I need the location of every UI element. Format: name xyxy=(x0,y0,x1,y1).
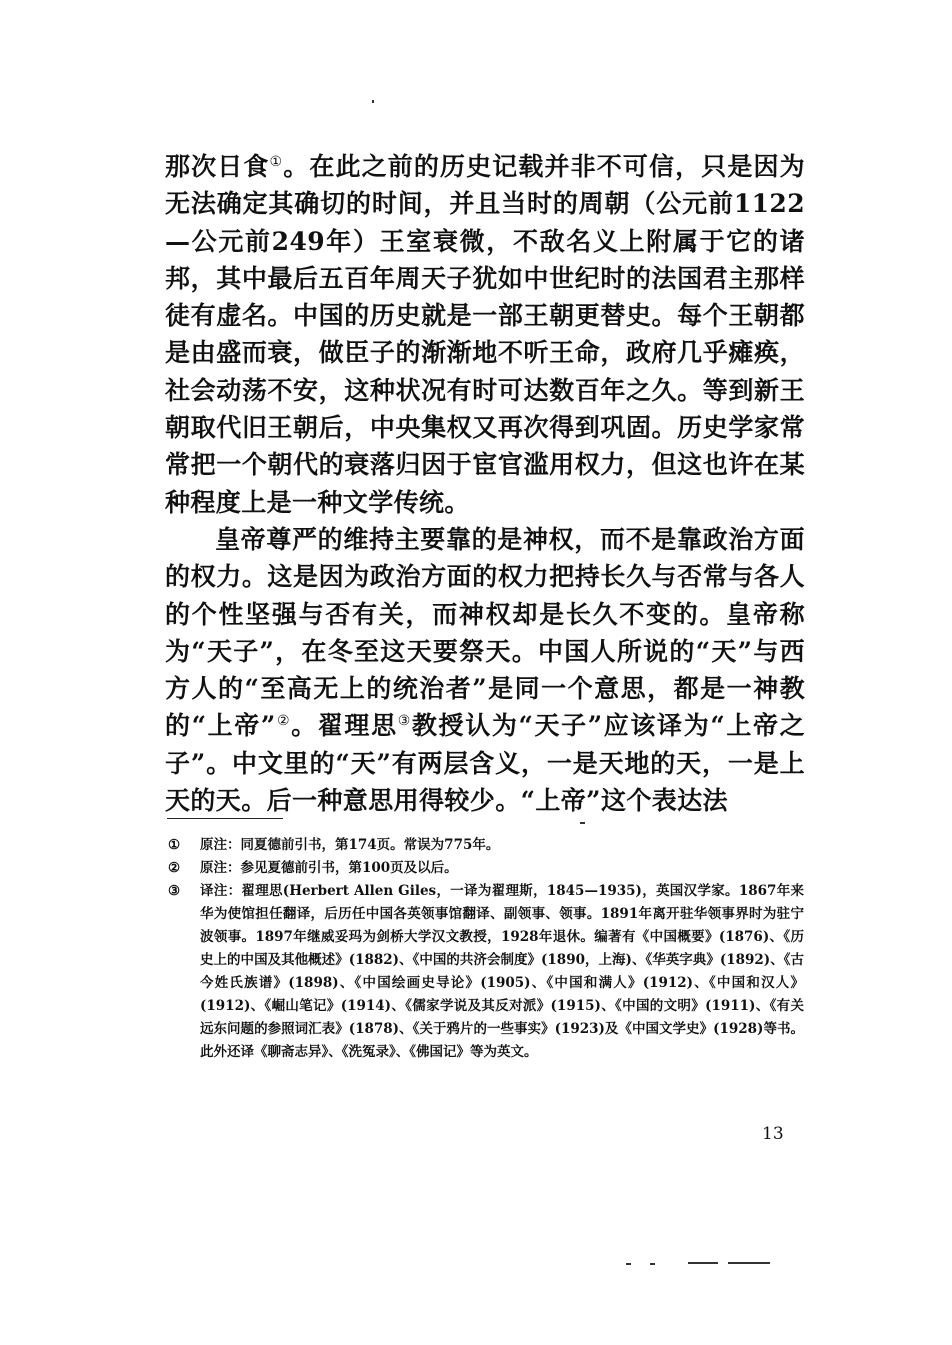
text-segment: 那次日食 xyxy=(165,152,270,181)
text-segment: 教授认为“天子”应该译为“上帝之子”。中文里的“天”有两层含义，一是天地的天，一是上天的天。后一种意思用得较少。“上帝”这个表达法 xyxy=(165,711,806,816)
paragraph xyxy=(165,148,805,521)
text-segment: 。在此之前的历史记载并非不可信，只是因为无法确定其确切的时间，并且当时的周朝（公元前1122—公元前249年）王室衰微，不敌名义上附属于它的诸邦，其中最后五百年周天子犹如中世纪时的法国君主那样徒有虚名。中国的历史就是一部王朝更替史。每个王朝都是由盛而衰，做臣子的渐渐地不听王命，政府几乎瘫痪，社会动荡不安，这种状况有时可达数百年之久。等到新王朝取代旧王朝后，中央集权又再次得到巩固。历史学家常常把一个朝代的衰落归因于宦官滥用权力，但这也许在某种程度上是一种文学传统。 xyxy=(165,152,805,517)
footnote xyxy=(168,857,804,880)
footnote-ref-1: ① xyxy=(269,154,284,170)
footnote-ref-2: ② xyxy=(275,713,292,730)
footnote-text: 原注：同夏德前引书，第174页。常误为775年。 xyxy=(200,837,500,853)
scan-speck xyxy=(650,1263,655,1265)
page-number: 13 xyxy=(762,1124,784,1144)
footnote-ref-3: ③ xyxy=(397,713,412,730)
text-segment: 皇帝尊严的维持主要靠的是神权，而不是靠政治方面的权力。这是因为政治方面的权力把持长久与否常与各人的个性坚强与否有关，而神权却是长久不变的。皇帝称为“天子”，在冬至这天要祭天。中国人所说的“天”与西方人的“至高无上的统治者”是同一个意思，都是一神教的“上帝” xyxy=(165,524,805,741)
footnote xyxy=(168,834,804,857)
scan-speck xyxy=(372,100,374,103)
scan-speck xyxy=(580,822,585,824)
text-segment: 。翟理思 xyxy=(291,711,398,741)
footnote-text: 原注：参见夏德前引书，第100页及以后。 xyxy=(200,860,458,876)
footnote-mark: ③ xyxy=(168,883,181,899)
footnote-text: 译注：翟理思(Herbert Allen Giles，一译为翟理斯，1845—1935)，英国汉学家。1867年来华为使馆担任翻译，后历任中国各英领事馆翻译、副领事、领事。1891年离开驻华领事界时为驻宁波领事。1897年继威妥玛为剑桥大学汉文教授，1928年退休。编著有《中国概要》(1876)、《历史上的中国及其他概述》(1882)、《中国的共济会制度》(1890，上海)、《华英字典》(1892)、《古今姓氏族谱》(1898)、《中国绘画史导论》(1905)、《中国和满人》(1912)、《中国和汉人》(1912)、《崛山笔记》(1914)、《儒家学说及其反对派》(1915)、《中国的文明》(1911)、《有关远东问题的参照词汇表》(1878)、《关于鸦片的一些事实》(1923)及《中国文学史》(1928)等书。此外还译《聊斋志异》、《洗冤录》、《佛国记》等为英文。 xyxy=(200,883,804,1060)
footnote xyxy=(168,880,804,1064)
footnote-mark: ① xyxy=(168,837,181,853)
footnotes xyxy=(168,834,804,1064)
scan-speck xyxy=(626,1263,631,1265)
scan-speck xyxy=(688,1262,718,1264)
body-text xyxy=(165,148,805,819)
footnote-divider xyxy=(167,818,283,819)
paragraph xyxy=(165,521,805,819)
scan-speck xyxy=(728,1262,770,1264)
footnote-mark: ② xyxy=(168,860,181,876)
